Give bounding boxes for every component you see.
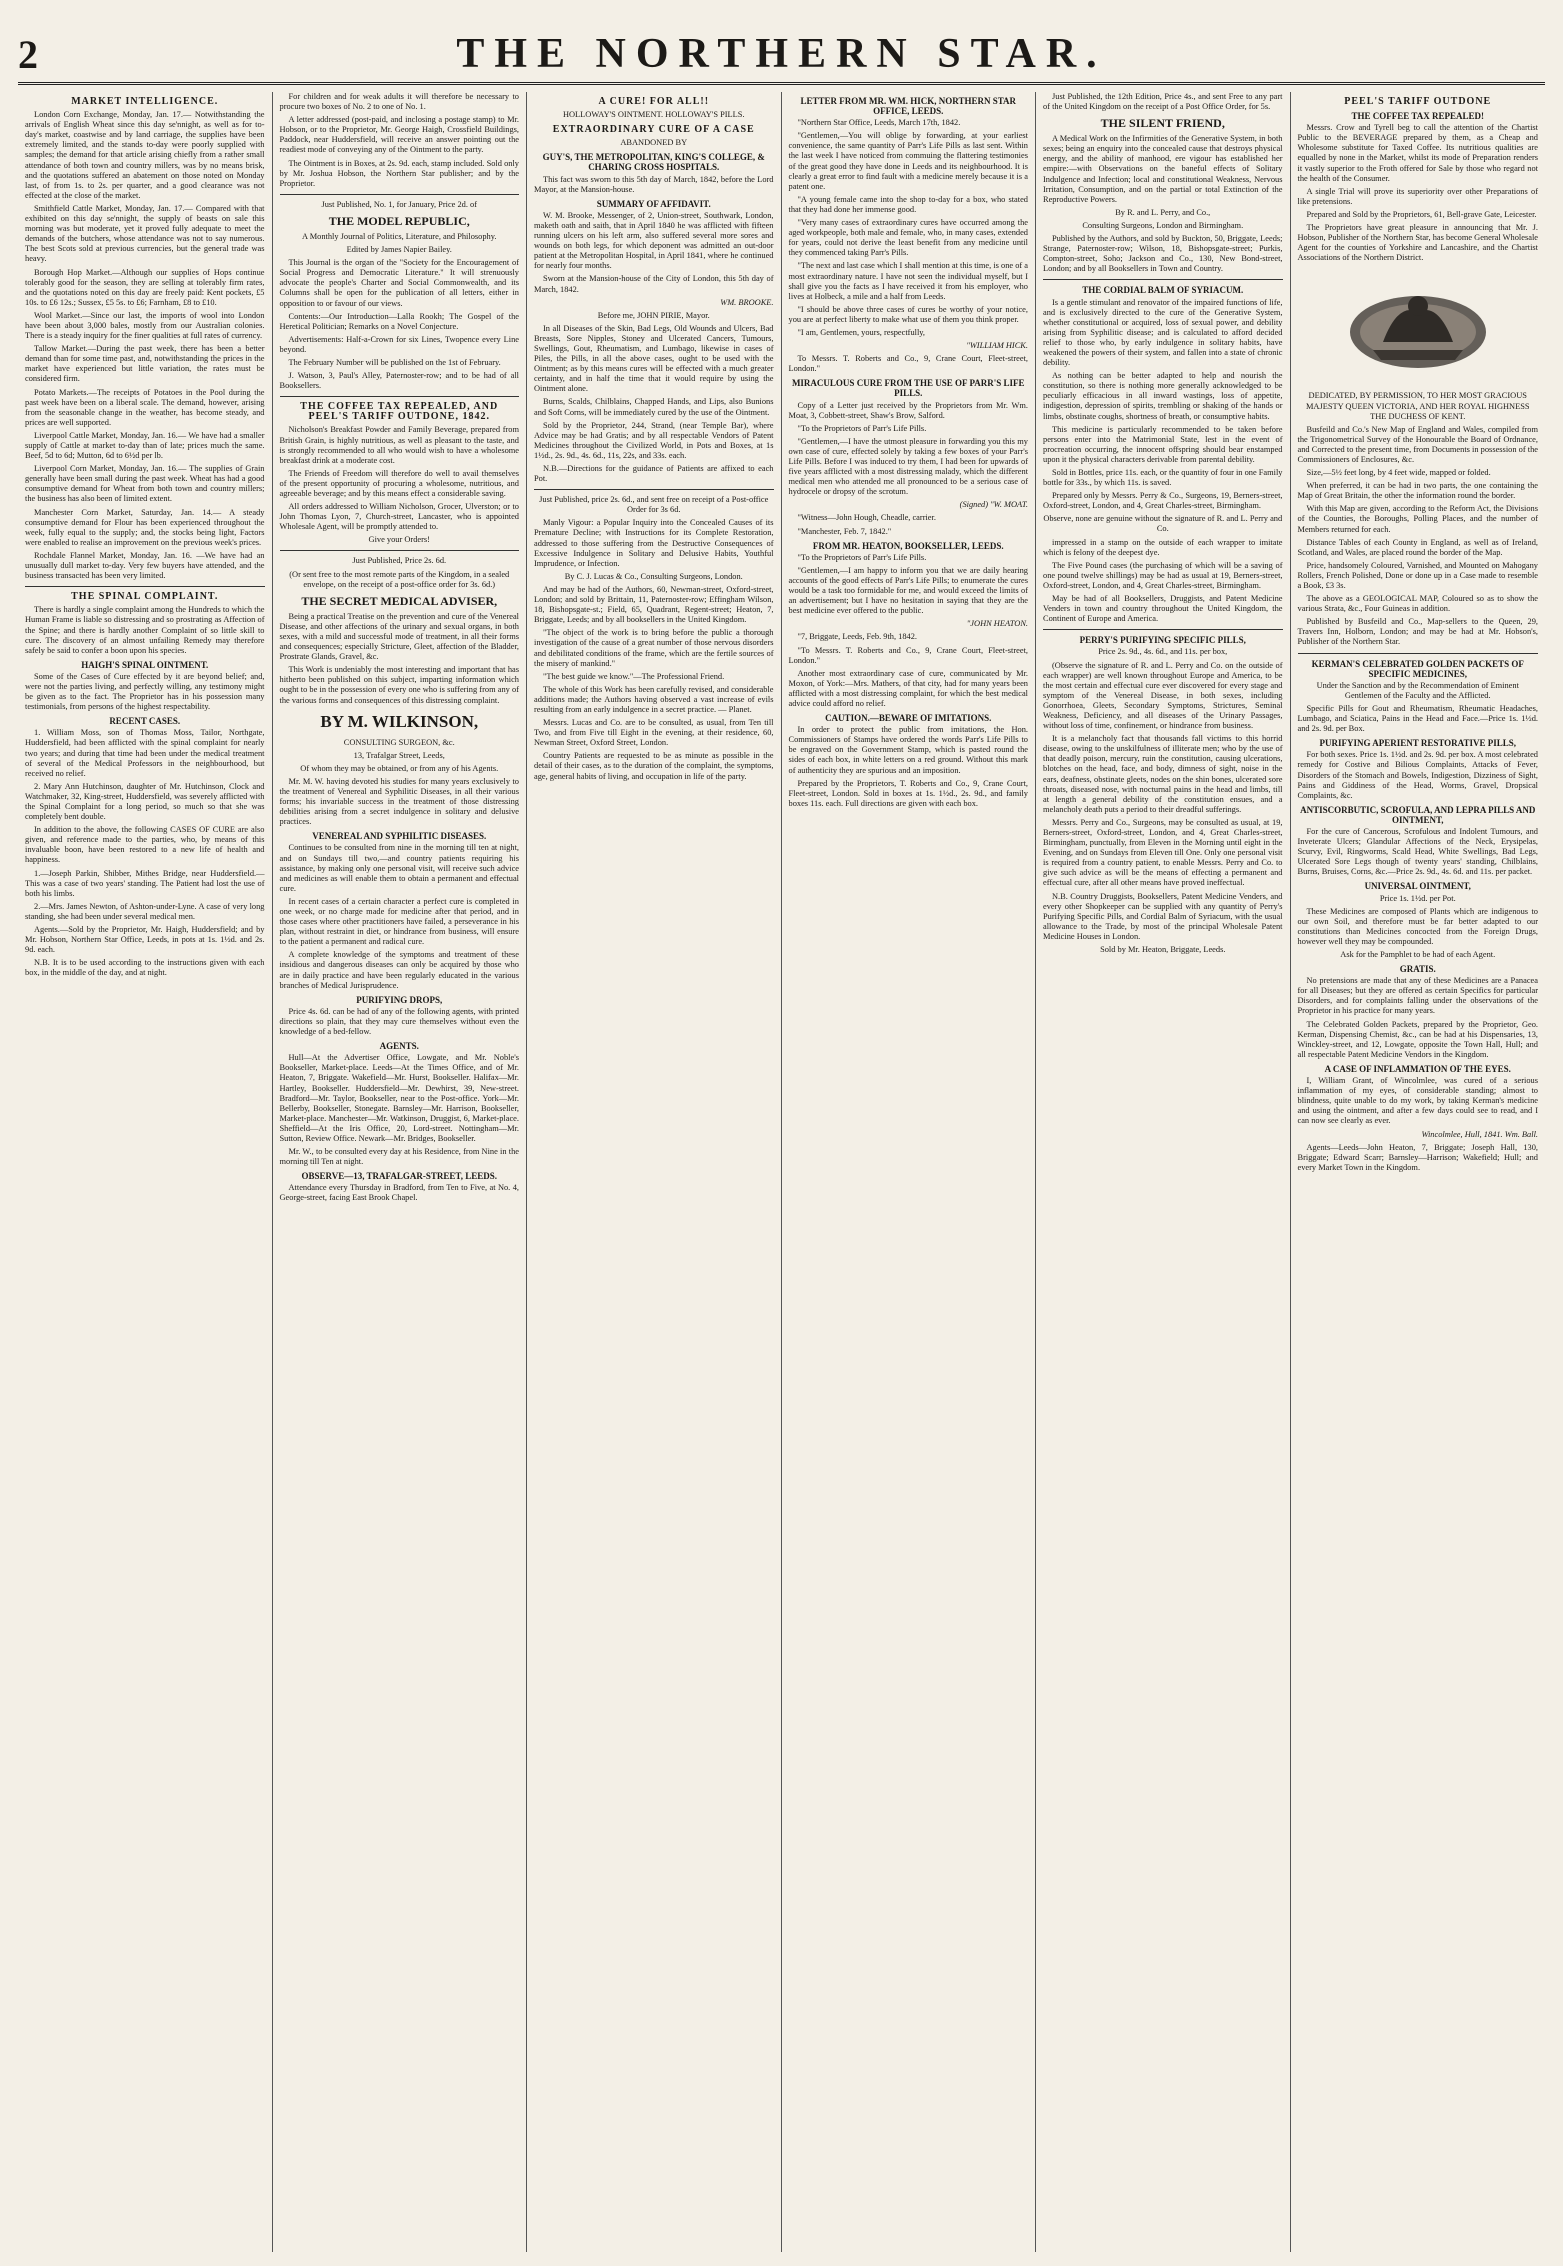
cordial-observe: Observe, none are genuine without the signature of R. and L. Perry and Co. xyxy=(1043,514,1283,534)
perry-pills-price: Price 2s. 9d., 4s. 6d., and 11s. per box, xyxy=(1098,647,1228,657)
map-parts: When preferred, it can be had in two parts, the one containing the Map of Great Britain, the other the information round the border. xyxy=(1297,481,1538,501)
heaton-salutation: "To the Proprietors of Parr's Life Pills. xyxy=(797,552,927,562)
universal-price: Price 1s. 1½d. per Pot. xyxy=(1379,893,1456,903)
column-4 xyxy=(782,92,1037,2252)
review-quote: "The best guide we know."—The Professional Friend. xyxy=(543,671,725,681)
gratis-heading: GRATIS. xyxy=(1399,964,1436,975)
divider xyxy=(280,194,520,195)
parr-prepared-by: Prepared by the Proprietors, T. Roberts and Co., 9, Crane Court, Fleet-street, London. Sold in boxes at 1s. 1½d., 2s. 9d., and family boxes 11s. each. Full directions are given with each box. xyxy=(788,778,1028,808)
hick-dateline: "Northern Star Office, Leeds, March 17th, 1842. xyxy=(797,118,961,128)
hick-letter-body: "I should be above three cases of cures be worthy of your notice, you are at perfect liberty to make what use of them you think proper. xyxy=(788,304,1028,324)
hick-letter-body: "Very many cases of extraordinary cures have occurred among the aged workpeople, both male and female, who, in many cases, extended for years, could not derive the least benefit from any medicine until they commenced taking Parr's Pills. xyxy=(788,218,1028,258)
heaton-heading: FROM MR. HEATON, BOOKSELLER, LEEDS. xyxy=(812,540,1004,551)
spinal-subheading: HAIGH'S SPINAL OINTMENT. xyxy=(81,659,209,670)
heaton-recipient: "To Messrs. T. Roberts and Co., 9, Crane Court, Fleet-street, London." xyxy=(788,645,1028,665)
case-item: 1. William Moss, son of Thomas Moss, Tailor, Northgate, Huddersfield, had been afflicted with the spinal complaint for nearly two years; and during that time had been under the medical treatment of several of the Medical Professors in the neighbourhood, but received no relief. xyxy=(25,728,265,778)
columns xyxy=(18,92,1545,2252)
moat-signature: (Signed) "W. MOAT. xyxy=(959,500,1028,510)
consulting-title: CONSULTING SURGEON, &c. xyxy=(343,737,455,747)
journal-next-number: The February Number will be published on the 1st of February. xyxy=(288,357,501,367)
heaton-letter: "Gentlemen,—I am happy to inform you that we are daily hearing accounts of the good effects of Parr's Life Pills; to enumerate the cures would be a task too formidable for me, and would exceed the limits of an advertisement; but I have no hesitation in saying that they are the best medicine ever offered to the public. xyxy=(788,565,1028,616)
extraordinary-cure-heading: EXTRAORDINARY CURE OF A CASE xyxy=(552,124,755,136)
whom-text: Of whom they may be obtained, or from any of his Agents. xyxy=(300,763,499,773)
perry-title: Consulting Surgeons, London and Birmingham. xyxy=(1082,220,1244,230)
column-6 xyxy=(1291,92,1546,2252)
spinal-heading: THE SPINAL COMPLAINT. xyxy=(71,591,219,603)
secret-note: (Or sent free to the most remote parts of the Kingdom, in a sealed envelope, on the receipt of a post-office order for 3s. 6d.) xyxy=(289,569,510,589)
attendance-text: Attendance every Thursday in Bradford, from Ten to Five, at No. 4, George-street, facing East Brook Chapel. xyxy=(279,1183,519,1203)
hick-letter-body: "A young female came into the shop to-day for a box, who stated that they had done her immense good. xyxy=(788,194,1028,214)
hick-letter-body: "Gentlemen,—You will oblige by forwarding, at your earliest convenience, the same quantity of Parr's Life Pills as last sent. Within the last week I have noticed from commuing the flattering testimonies of the great good they have done in Leeds and its neighbourhood. It is clearly a great error to find fault with a medicine merely because it is a patent one. xyxy=(788,131,1028,191)
masthead xyxy=(18,10,1545,85)
consult-text: Messrs. Lucas and Co. are to be consulted, as usual, from Ten till Two, and from Five till Eight in the evening, at their residence, 60, Newman Street, Oxford Street, London. xyxy=(534,718,774,748)
moat-witness: "Witness—John Hough, Cheadle, carrier. xyxy=(797,513,936,523)
no-pretensions-text: No pretensions are made that any of these Medicines are a Panacea for all Diseases; but they are offered as certain Specifics for particular Disorders, and for complaints falling under the observations of the Proprietor in his practice for many years. xyxy=(1297,976,1538,1016)
manly-vigour-price: Just Published, price 2s. 6d., and sent free on receipt of a Post-office Order for 3s 6d. xyxy=(539,495,769,515)
newspaper-title: THE NORTHERN STAR. xyxy=(456,31,1107,77)
ointment-intro: For children and for weak adults it will therefore be necessary to procure two boxes of No. 2 to one of No. 1. xyxy=(279,92,519,112)
busfeild-map-text: Busfeild and Co.'s New Map of England and Wales, compiled from the Trigonometrical Survey of the Honourable the Board of Ordnance, and Corrected to the present time, from Documents in possession of the Commissioners of Enclosures, &c. xyxy=(1297,424,1538,464)
cordial-balm-heading: THE CORDIAL BALM OF SYRIACUM. xyxy=(1082,285,1244,296)
kerman-agents: Agents—Leeds—John Heaton, 7, Briggate; Joseph Hall, 130, Briggate; Edward Scarr; Barnsley—Harrison; Wakefield; Hull; and every Market Town in the Kingdom. xyxy=(1297,1142,1538,1172)
hick-signature: "WILLIAM HICK. xyxy=(966,341,1028,351)
cordial-price: Sold in Bottles, price 11s. each, or the quantity of four in one Family bottle for 33s., by which 11s. is saved. xyxy=(1043,468,1283,488)
perry-melancholy-text: It is a melancholy fact that thousands fall victims to this horrid disease, owing to the unskilfulness of illiterate men; who by the use of that deadly poison, mercury, ruin the constitution, causing ulcerations, blotches on the head, face, and body, dimness of sight, noise in the ears, deafness, obstinate gleets, nodes on the shin bones, ulcerated sore throats, diseased nose, with nocturnal pains in the head and limbs, till at length a general debility of the constitution ensues, and a melancholy death puts a period to their dreadful sufferings. xyxy=(1043,734,1283,814)
spinal-agents: Agents.—Sold by the Proprietor, Mr. Haigh, Huddersfield; and by Mr. Hobson, Northern Star Office, Leeds, in pots at 1s. 1½d. and 2s. 9d. each. xyxy=(25,925,265,955)
perry-trade-text: N.B. Country Druggists, Booksellers, Patent Medicine Venders, and every other Shopkeeper can be supplied with any quantity of Perry's Purifying Specific Pills, and Cordial Balm of Syriacum, with the usual allowance to the Trade, by most of the principal Wholesale Patent Medicine Houses in London. xyxy=(1043,891,1283,941)
holloway-header: A CURE! FOR ALL!! xyxy=(598,96,710,107)
manchester-report: Manchester Corn Market, Saturday, Jan. 14.— A steady consumptive demand for Flour has been experienced throughout the week, fully equal to the supply; and, the stocks being light, Factors were enabled to realise an improvement on the previous week's prices. xyxy=(25,507,265,547)
antiscorbutic-heading: ANTISCORBUTIC, SCROFULA, AND LEPRA PILLS AND OINTMENT, xyxy=(1300,804,1536,825)
single-trial-text: A single Trial will prove its superiority over other Preparations of like pretensions. xyxy=(1297,186,1538,206)
perry-pills-text: (Observe the signature of R. and L. Perry and Co. on the outside of each wrapper) are well known throughout Europe and America, to be the most certain and effectual cure ever discovered for every stage and symptom of the Venereal Disease, in both sexes, including Gonorrhoea, Gleets, Secondary Symptoms, Strictures, Seminal Weakness, Deficiency, and all diseases of the Urinary Passages, without loss of time, confinement, or hindrance from business. xyxy=(1043,660,1283,731)
kerman-subheading: Under the Sanction and by the Recommendation of Eminent Gentlemen of the Faculty and the Afflicted. xyxy=(1316,680,1519,700)
antiscorbutic-text: For the cure of Cancerous, Scrofulous and Indolent Tumours, and Inveterate Ulcers; Glandular Affections of the Neck, Erysipelas, Scurvy, Evil, Ringworms, Scald Head, White Swellings, Bad Legs, Ulcerated Sore Legs though of twenty years' standing, Chilblains, Burns, Bruises, Corns, &c.—Price 2s. 9d., 4s. 6d. and 11s. per packet. xyxy=(1297,826,1538,877)
journal-editor: Edited by James Napier Bailey. xyxy=(346,245,452,255)
market-heading: MARKET INTELLIGENCE. xyxy=(71,96,219,107)
map-size: Size,—5½ feet long, by 4 feet wide, mapped or folded. xyxy=(1306,468,1491,478)
silent-friend-sellers: Published by the Authors, and sold by Buckton, 50, Briggate, Leeds; Strange, Paternoster-row; Wilson, 18, Bishopsgate-street; Purkis, Compton-street, Soho; Jackson and Co., 130, New Bond-street, London; and by all Booksellers in Town and Country. xyxy=(1043,234,1283,274)
mathers-case: Another most extraordinary case of cure, communicated by Mr. Moxon, of York:—Mrs. Mathers, of that city, had for many years been afflicted with a most distressing complaint, for which the best medical advice could afford no relief. xyxy=(788,668,1028,708)
case-item: 2. Mary Ann Hutchinson, daughter of Mr. Hutchinson, Clock and Watchmaker, 32, King-street, Huddersfield, was severely afflicted with the Spinal Complaint for a long period, so much so that she was completely bent double. xyxy=(25,781,265,822)
summary-heading: SUMMARY OF AFFIDAVIT. xyxy=(596,198,711,209)
venereal-heading: VENEREAL AND SYPHILITIC DISEASES. xyxy=(312,831,487,842)
hick-recipient: To Messrs. T. Roberts and Co., 9, Crane Court, Fleet-street, London." xyxy=(788,354,1028,374)
moat-salutation: "To the Proprietors of Parr's Life Pills. xyxy=(797,423,927,433)
testimonial-signature: Wincolmlee, Hull, 1841. Wm. Ball. xyxy=(1421,1129,1538,1139)
perry-heaton-seller: Sold by Mr. Heaton, Briggate, Leeds. xyxy=(1100,945,1226,955)
golden-packets-text: The Celebrated Golden Packets, prepared by the Proprietor, Geo. Kerman, Dispensing Chemist, &c., can be had at his Dispensaries, 13, Winckley-street, and 12, Lowgate, opposite the Town Hall, Hull; and all respectable Patent Medicine Vendors in the Kingdom. xyxy=(1297,1019,1538,1059)
column-1 xyxy=(18,92,273,2252)
holloway-note: N.B.—Directions for the guidance of Patients are affixed to each Pot. xyxy=(534,464,774,484)
hospitals-heading: GUY'S, THE METROPOLITAN, KING'S COLLEGE, & CHARING CROSS HOSPITALS. xyxy=(542,152,765,173)
wool-report: Wool Market.—Since our last, the imports of wool into London have been about 3,000 bales, mostly from our Australian colonies. There is a steady inquiry for the finer qualities at full rates of currency. xyxy=(25,310,265,341)
dedication-text: DEDICATED, BY PERMISSION, TO HER MOST GRACIOUS MAJESTY QUEEN VICTORIA, AND HER ROYAL HIGHNESS THE DUCHESS OF KENT. xyxy=(1305,391,1530,421)
royal-arms-engraving xyxy=(1298,267,1539,387)
journal-bookseller: J. Watson, 3, Paul's Alley, Paternoster-row; and to be had of all Booksellers. xyxy=(279,371,519,391)
coffee-tax-heading: THE COFFEE TAX REPEALED, AND PEEL'S TARIFF OUTDONE, 1842. xyxy=(300,401,499,423)
aperient-text: For both sexes. Price 1s. 1½d. and 2s. 9d. per box. A most celebrated remedy for Costive and Bilious Complaints, Attacks of Fever, Disorders of the Stomach and Bowels, Indigestion, Dizziness of Sight, Pains and Giddiness of the Head, Worms, Gravel, Dropsical Complaints, &c. xyxy=(1297,750,1538,800)
smithfield-report: Smithfield Cattle Market, Monday, Jan. 17.— Compared with that exhibited on this day se'nnight, the supply of beasts on sale this morning was but moderate, yet it proved fully adequate to meet the demands of the butchers, whose attendance was not to say numerous. The best Scots sold at previous currencies, but the general trade was heavy. xyxy=(25,203,265,264)
hick-closing: "I am, Gentlemen, yours, respectfully, xyxy=(797,327,926,337)
moat-intro: Copy of a Letter just received by the Proprietors from Mr. Wm. Moat, 3, Cobbett-street, Shaw's Brow, Salford. xyxy=(788,400,1028,420)
orders-text: All orders addressed to William Nicholson, Grocer, Ulverston; or to John Thomas Lyon, 7, Church-street, Lancaster, who is appointed Wholesale Agent, will be promptly attended to. xyxy=(279,502,519,532)
coffee-repealed-heading: THE COFFEE TAX REPEALED! xyxy=(1351,111,1484,122)
map-distance-tables: Distance Tables of each County in England, as well as of Ireland, Scotland, and Wales, are placed round the border of the Map. xyxy=(1297,537,1538,557)
heaton-signature: "JOHN HEATON. xyxy=(966,619,1028,629)
sworn-text: This fact was sworn to this 5th day of March, 1842, before the Lord Mayor, at the Mansion-house. xyxy=(534,174,774,194)
corn-report: London Corn Exchange, Monday, Jan. 17.— Notwithstanding the arrivals of English Wheat since this day se'nnight, as well as for to-day's market, coastwise and by land carriage, the supplies have been extremely limited, and the stands to-day were poorly supplied with samples; the demand for that article arising chiefly from a rather small attendance of both town and country millers, was by no means brisk, and the quotations suffered an abatement on those noted on Monday last, of from 1s. to 2s. per quarter, and a good clearance was not effected at the close of the market. xyxy=(25,110,265,200)
secret-price: Just Published, Price 2s. 6d. xyxy=(352,556,447,566)
purifying-heading: PURIFYING DROPS, xyxy=(356,994,443,1005)
this-work-text: This Work is undeniably the most interesting and important that has hitherto been published on this subject, imparting information which ought to be in the possession of every one who is suffering from any of the various forms and consequences of this distressing complaint. xyxy=(279,665,519,705)
mr-w-text: Mr. M. W. having devoted his studies for many years exclusively to the treatment of Venereal and Syphilitic Diseases, in all their various forms; his invariable success in the treatment of those distressing debilities arising from a secret indulgence in solitary and delusive practices. xyxy=(279,776,519,827)
cordial-matrimonial-text: This medicine is particularly recommended to be taken before persons enter into the Matrimonial State, lest in the event of procreation occurring, the innocent offspring should bear enstamped upon it the physical characters derivable from parental debility. xyxy=(1043,424,1283,464)
ointment-price: The Ointment is in Boxes, at 2s. 9d. each, stamp included. Sold only by Mr. Joshua Hobson, the Northern Star publisher; and by the Proprietor. xyxy=(279,158,519,188)
caution-heading: CAUTION.—BEWARE OF IMITATIONS. xyxy=(825,713,992,724)
holloway-sold-by: Sold by the Proprietor, 244, Strand, (near Temple Bar), where Advice may be had Gratis; and by all respectable Vendors of Patent Medicines throughout the Civilized World, in Pots and Boxes, at 1s 1½d., 2s. 9d., 4s. 6d., 11s, 22s, and 33s. each. xyxy=(534,420,774,460)
map-price: Price, handsomely Coloured, Varnished, and Mounted on Mahogany Rollers, French Polished, Done or done up in a Case made to resemble a Book, £3 3s. xyxy=(1297,560,1538,590)
cordial-balm-text: Is a gentle stimulant and renovator of the impaired functions of life, and is exclusively directed to the cure of the Generative System, whether constitutional or acquired, loss of sexual power, and debility arising from Syphilitic disease; and is calculated to afford decided relief to those who, by early indulgence in solitary habits, have weakened the powers of their system, and fallen into a state of chronic debility. xyxy=(1043,297,1283,368)
hobson-agent-text: The Proprietors have great pleasure in announcing that Mr. J. Hobson, Publisher of the Northern Star, has become General Wholesale Agent for the counties of Yorkshire and Lancashire, and the Chartist Associations of the Northern District. xyxy=(1297,223,1538,263)
recent-cases-heading: RECENT CASES. xyxy=(109,716,181,727)
crow-tyrell-text: Messrs. Crow and Tyrell beg to call the attention of the Chartist Public to the BEVERAGE prepared by them, as a Cheap and Wholesome substitute for Taxed Coffee. Its nutritious qualities are equalled by none in the Market, whilst its mode of Preparation renders it vastly superior to the Froth offered for Sale by those who regard not the health of the Consumer. xyxy=(1297,123,1538,183)
perry-consult-text: Messrs. Perry and Co., Surgeons, may be consulted as usual, at 19, Berners-street, Oxford-street, London, and 4, Great Charles-street, Birmingham, punctually, from Eleven in the Morning until eight in the Evening, and on Sundays from Eleven till One. Only one personal visit is required from a country patient, to enable Messrs. Perry and Co. to give such advice as will be the means of effecting a permanent and effectual cure, after all other means have proved ineffectual. xyxy=(1043,817,1283,888)
publication-notice: Just Published, No. 1, for January, Price 2d. of xyxy=(321,199,478,209)
silent-friend-title: THE SILENT FRIEND, xyxy=(1100,116,1225,131)
purifying-price: Price 4s. 6d. can be had of any of the following agents, with printed directions so plain, that they may cure themselves without even the knowledge of a bed-fellow. xyxy=(279,1006,519,1037)
affidavit-text: W. M. Brooke, Messenger, of 2, Union-street, Southwark, London, maketh oath and saith, that in April 1840 he was afflicted with fifteen running ulcers on his left arm, also suffered several more sores and wounds on both legs, for which deponent was admitted an out-door patient at the Metropolitan Hospital, in April 1841, where he continued for nearly four months. xyxy=(534,210,774,271)
testimonial-heading: A CASE OF INFLAMMATION OF THE EYES. xyxy=(1324,1063,1511,1074)
complete-text: A complete knowledge of the symptoms and treatment of these insidious and dangerous diseases can only be acquired by those who are in daily practice and have been regularly educated in the various branches of Medical Jurisprudence. xyxy=(279,950,519,990)
aperient-heading: PURIFYING APERIENT RESTORATIVE PILLS, xyxy=(1319,738,1517,749)
country-patients-text: Country Patients are requested to be as minute as possible in the detail of their cases, as to the duration of the complaint, the symptoms, age, general habits of living, and occupation in life of the party. xyxy=(534,751,774,781)
give-orders: Give your Orders! xyxy=(368,535,430,545)
column-2 xyxy=(273,92,528,2252)
indigenous-text: These Medicines are composed of Plants which are indigenous to our own Soil, and therefore must be far better adapted to our constitutions than Medicines concocted from the Foreign Drugs, however well they may be compounded. xyxy=(1297,906,1538,946)
agents-heading: AGENTS. xyxy=(379,1041,419,1052)
consult-note: Mr. W., to be consulted every day at his Residence, from Nine in the morning till Ten at night. xyxy=(279,1147,519,1167)
map-publisher: Published by Busfeild and Co., Map-sellers to the Queen, 29, Travers Inn, Holborn, London; and may be had at Mr. Hobson's, Publisher of the Northern Star. xyxy=(1297,617,1538,647)
pamphlet-text: Ask for the Pamphlet to be had of each Agent. xyxy=(1340,950,1496,959)
page-number: 2 xyxy=(18,32,38,77)
divider xyxy=(1043,279,1283,280)
manly-vigour-authors: By C. J. Lucas & Co., Consulting Surgeons, London. xyxy=(564,571,743,581)
silent-friend-text: A Medical Work on the Infirmities of the Generative System, in both sexes; being an enquiry into the concealed cause that destroys physical energy, and the ability of manhood, ere vigour has established her empire:—with Observations on the baneful effects of Solitary Indulgence and Infection; local and constitutional Weakness, Nervous Irritation, Consumption, and on the partial or total Extinction of the Reproductive Powers. xyxy=(1043,134,1283,204)
recent-text: In recent cases of a certain character a perfect cure is completed in one week, or no charge made for medicine after that period, and in those cases where other practitioners have failed, a perseverance in his plan, without restraint in diet, or hindrance from business, will ensure to the patient a permanent and radical cure. xyxy=(279,896,519,947)
column-3 xyxy=(527,92,782,2252)
divider xyxy=(534,489,774,490)
nicholson-text: Nicholson's Breakfast Powder and Family Beverage, prepared from British Grain, is highly nutritious, as well as pleasant to the taste, and is strongly recommended to all who would wish to have a wholesome breakfast drink at a moderate cost. xyxy=(279,425,519,465)
miraculous-cure-heading: MIRACULOUS CURE FROM THE USE OF PARR'S LIFE PILLS. xyxy=(791,378,1025,399)
journal-advertisements: Advertisements: Half-a-Crown for six Lines, Twopence every Line beyond. xyxy=(279,334,519,354)
journal-subtitle: A Monthly Journal of Politics, Literature, and Philosophy. xyxy=(302,231,497,241)
hop-report: Borough Hop Market.—Although our supplies of Hops continue tolerably good for the season, they are selling at tolerably firm rates, and the quotations noted on this day are freely paid: Kent pockets, £5 10s. to £6 12s.; Sussex, £5 5s. to £6; Farnham, £8 to £10. xyxy=(25,267,265,307)
map-geological: The above as a GEOLOGICAL MAP, Coloured so as to show the various Strata, &c., Four Guineas in addition. xyxy=(1297,594,1538,614)
caution-text: In order to protect the public from imitations, the Hon. Commissioners of Stamps have ordered the words Parr's Life Pills to be engraved on the Government Stamp, which is pasted round the sides of each box, in white letters on a red ground. Without this mark of authenticity they are spurious and an imposition. xyxy=(788,725,1028,775)
kerman-heading: KERMAN'S CELEBRATED GOLDEN PACKETS OF SPECIFIC MEDICINES, xyxy=(1311,658,1524,679)
review-quote: The whole of this Work has been carefully revised, and considerable additions made; the Authors having observed a vast increase of evils resulting from an early indulgence in a secret practice. — Planet. xyxy=(534,684,774,714)
divider xyxy=(1298,653,1539,654)
mayor-attestation: Before me, JOHN PIRIE, Mayor. xyxy=(597,310,710,320)
sworn-at-text: Sworn at the Mansion-house of the City of London, this 5th day of March, 1842. xyxy=(534,274,774,294)
specific-pills-text: Specific Pills for Gout and Rheumatism, Rheumatic Headaches, Lumbago, and Sciatica, Pains in the Head and Face.—Price 1s. 1½d. and 2s. 9d. per Box. xyxy=(1297,703,1538,734)
perry-authors: By R. and L. Perry, and Co., xyxy=(1115,207,1211,217)
holloway-subheader: HOLLOWAY'S OINTMENT. HOLLOWAY'S PILLS. xyxy=(562,110,745,120)
liverpool-corn-report: Liverpool Corn Market, Monday, Jan. 16.— The supplies of Grain generally have been small during the past week. Wheat has had a good consumptive demand for Wheat from both town and country millers; the business has also been of limited extent. xyxy=(25,464,265,504)
cures-text: In all Diseases of the Skin, Bad Legs, Old Wounds and Ulcers, Bad Breasts, Sore Nipples, Stoney and Ulcerated Cancers, Tumours, Swellings, Gout, Rheumatism, and Lumbago, likewise in cases of Piles, the Pills, in all the above cases, ought to be used with the Ointment; as by this means cures will be effected with a much greater certainty, and in half the time that it would require by using the Ointment alone. xyxy=(534,323,774,394)
author-address: 13, Trafalgar Street, Leeds, xyxy=(353,750,445,760)
ointment-letter: A letter addressed (post-paid, and inclosing a postage stamp) to Mr. Hobson, or to the Proprietor, Mr. George Haigh, Crossfield Buildings, Paddock, near Huddersfield, will receive an answer pointing out the readiest mode of conveying any of the Ointment to the party. xyxy=(279,115,519,155)
agents-list: Hull—At the Advertiser Office, Lowgate, and Mr. Noble's Bookseller, Market-place. Leeds—At the Times Office, and of Mr. Heaton, 7, Briggate. Wakefield—Mr. Hurst, Bookseller. Halifax—Mr. Hartley, Bookseller. Huddersfield—Mr. Dewhirst, 39, New-street. Bradford—Mr. Taylor, Bookseller, near to the Post-office. York—Mr. Bellerby, Bookseller, Stonegate. Barnsley—Mr. Harrison, Bookseller, Market-place. Manchester—Mr. Watkinson, Druggist, 6, Market-place. Sheffield—At the Iris Office, 20, Lord-street. Nottingham—Mr. Sutton, Review Office. Newark—Mr. Bridges, Bookseller. xyxy=(279,1053,519,1143)
cordial-stamp: impressed in a stamp on the outside of each wrapper to imitate which is felony of the deepest dye. xyxy=(1043,537,1283,557)
manly-vigour-sellers: And may be had of the Authors, 60, Newman-street, Oxford-street, London; and sold by Brittain, 11, Paternoster-row; Effingham Wilson, 18, Bishopsgate-st.; Field, 65, Quadrant, Regent-street; Heaton, 7, Briggate, Leeds; and by all booksellers in the United Kingdom. xyxy=(534,584,774,625)
tallow-report: Tallow Market.—During the past week, there has been a better demand than for some time past, and, notwithstanding the prices in the market have experienced but little variation, the rates must be considered firm. xyxy=(25,344,265,384)
divider xyxy=(280,550,520,551)
abandoned-by: ABANDONED BY xyxy=(620,138,688,148)
spinal-intro: There is hardly a single complaint among the Hundreds to which the Human Frame is liable so distressing and so prostrating as Affection of the Spine; and there is hardly another Complaint of so little skill to cure. The discovery of an almost unfailing Remedy may therefore safely be said to confer a boon upon his species. xyxy=(25,605,265,655)
testimonial-text: I, William Grant, of Wincolmlee, was cured of a serious inflammation of my eyes, of considerable standing; almost to blindness, quite unable to do my work, by taking Kerman's medicine and using the ointment, and after a few days could see to read, and I can now see clearly as ever. xyxy=(1297,1076,1538,1126)
journal-text: This Journal is the organ of the "Society for the Encouragement of Social Progress and Democratic Literature." It will strenuously advocate the people's Charter and Social Commonwealth, and its Columns shall be open for the publication of all letters, either in opposition to or favour of our views. xyxy=(279,258,519,308)
column-5 xyxy=(1036,92,1291,2252)
cordial-nothing-text: As nothing can be better adapted to help and nourish the constitution, so there is nothing more generally acknowledged to be peculiarly efficacious in all inward wastings, loss of appetite, indigestion, depression of spirits, trembling or shaking of the hands or limbs, obstinate coughs, shortness of breath, or consumptive habits. xyxy=(1043,371,1283,421)
peels-tariff-heading: PEEL'S TARIFF OUTDONE xyxy=(1344,96,1492,107)
heaton-address: "7, Briggate, Leeds, Feb. 9th, 1842. xyxy=(797,632,917,642)
moat-date: "Manchester, Feb. 7, 1842." xyxy=(797,526,892,536)
case-item: In addition to the above, the following CASES OF CURE are also given, and reference made to the parties, who, by means of this invaluable boon, have been restored to a new life of health and happiness. xyxy=(25,825,265,865)
spinal-note: N.B. It is to be used according to the instructions given with each box, in the middle of the day, and at night. xyxy=(25,958,265,978)
liverpool-cattle-report: Liverpool Cattle Market, Monday, Jan. 16.— We have had a smaller supply of Cattle at market to-day than of late; prices much the same. Beef, 5d to 6d; Mutton, 6d to 6½d per lb. xyxy=(25,430,265,461)
case-item: 1.—Joseph Parkin, Shibber, Mithes Bridge, near Huddersfield.—This was a case of two years' standing. The Patient had lost the use of both his limbs. xyxy=(25,868,265,898)
crow-prepared-text: Prepared and Sold by the Proprietors, 61, Bell-grave Gate, Leicester. xyxy=(1306,209,1537,219)
perry-pills-heading: PERRY'S PURIFYING SPECIFIC PILLS, xyxy=(1079,635,1246,646)
divider xyxy=(280,396,520,397)
hick-letter-body: "The next and last case which I shall mention at this time, is one of a most extraordinary nature. I have not seen the individual myself, but I shall give you the facts as I have received it from his employer, who lives at Holbeck, a mile and a half from Leeds. xyxy=(788,261,1028,301)
cordial-sellers: May be had of all Booksellers, Druggists, and Patent Medicine Venders in town and country throughout the United Kingdom, the Continent of Europe and America. xyxy=(1043,594,1283,624)
map-divisions: With this Map are given, according to the Reform Act, the Divisions of the Counties, the Boroughs, Polling Places, and the number of Members returned for each. xyxy=(1297,504,1538,534)
continues-text: Continues to be consulted from nine in the morning till ten at night, and on Sundays till two,—and country patients requiring his assistance, by making only one personal visit, will receive such advice and medicines as will enable them to obtain a permanent and effectual cure. xyxy=(279,843,519,893)
friends-text: The Friends of Freedom will therefore do well to avail themselves of the present opportunity of procuring a wholesome, nutritious, and agreeable beverage; and by this means effect a considerable saving. xyxy=(279,468,519,498)
spinal-text: Some of the Cases of Cure effected by it are beyond belief; and, were not the parties living, and perfectly willing, any testimony might be given as to the fact. The Proprietor has in his possession many testimonials, from persons of the highest respectability. xyxy=(25,671,265,712)
secret-adviser-title: THE SECRET MEDICAL ADVISER, xyxy=(301,593,498,608)
observe-address: OBSERVE—13, TRAFALGAR-STREET, LEEDS. xyxy=(301,1171,497,1182)
coat-of-arms-icon xyxy=(1343,272,1493,382)
universal-heading: UNIVERSAL OINTMENT, xyxy=(1364,881,1471,892)
cordial-prepared: Prepared only by Messrs. Perry & Co., Surgeons, 19, Berners-street, Oxford-street, London, and 4, Great Charles-street, Birmingham. xyxy=(1043,491,1283,511)
cordial-five-pound: The Five Pound cases (the purchasing of which will be a saving of one pound twelve shillings) may be had as usual at 19, Berners-street, Oxford-street, London, and 4, Great Charles-street, Birmingham. xyxy=(1043,560,1283,590)
silent-friend-edition: Just Published, the 12th Edition, Price 4s., and sent Free to any part of the United Kingdom on the receipt of a Post Office Order, for 5s. xyxy=(1043,92,1283,112)
case-item: 2.—Mrs. James Newton, of Ashton-under-Lyne. A case of very long standing, she had been under several medical men. xyxy=(25,901,265,921)
rochdale-report: Rochdale Flannel Market, Monday, Jan. 16. —We have had an unusually dull market to-day. Very few buyers have attended, and the business transacted has been very limited. xyxy=(25,550,265,581)
journal-contents: Contents:—Our Introduction—Lalla Rookh; The Gospel of the Heretical Politician; Remarks on a Novel Conjecture. xyxy=(279,311,519,331)
divider xyxy=(1043,629,1283,630)
secret-body: Being a practical Treatise on the prevention and cure of the Venereal Disease, and other affections of the urinary and sexual organs, in both sexes, with a mild and successful mode of treatment, in all their forms and consequences; especially Stricture, Gleet, affection of the Bladder, Prostrate Glands, Gravel, &c. xyxy=(279,611,519,662)
brooke-signature: WM. BROOKE. xyxy=(720,297,774,307)
potato-report: Potato Markets.—The receipts of Potatoes in the Pool during the past week have been on a liberal scale. The demand, however, arising from the seasonable change in the weather, has become steady, and prices are well supported. xyxy=(25,387,265,427)
divider xyxy=(25,586,265,587)
review-quote: "The object of the work is to bring before the public a thorough investigation of the cause of a great number of those nervous disorders and debilitated conditions of the frame, which are the fertile sources of the misery of mankind." xyxy=(534,628,774,668)
manly-vigour-text: Manly Vigour: a Popular Inquiry into the Concealed Causes of its Premature Decline; with Instructions for its Complete Restoration, addressed to those suffering from the Destructive Consequences of Excessive Indulgence in Solitary and Delusive Habits, Youthful Imprudence, or Infection. xyxy=(534,518,774,568)
hick-letter-heading: LETTER FROM MR. WM. HICK, NORTHERN STAR OFFICE, LEEDS. xyxy=(800,96,1017,117)
model-republic-title: THE MODEL REPUBLIC, xyxy=(328,213,470,228)
moat-letter: "Gentlemen,—I have the utmost pleasure in forwarding you this my own case of cure, effected solely by taking a few boxes of your Parr's Life Pills. Before I was induced to try them, I had been for upwards of five years afflicted with a most distressing malady, which the different medical men who attended me all pronounced to be a serious case of hydrocele or dropsy of the scrotum. xyxy=(788,436,1028,497)
burns-text: Burns, Scalds, Chilblains, Chapped Hands, and Lips, also Bunions and Soft Corns, will be immediately cured by the use of the Ointment. xyxy=(534,397,774,417)
author-name: BY M. WILKINSON, xyxy=(320,711,479,731)
